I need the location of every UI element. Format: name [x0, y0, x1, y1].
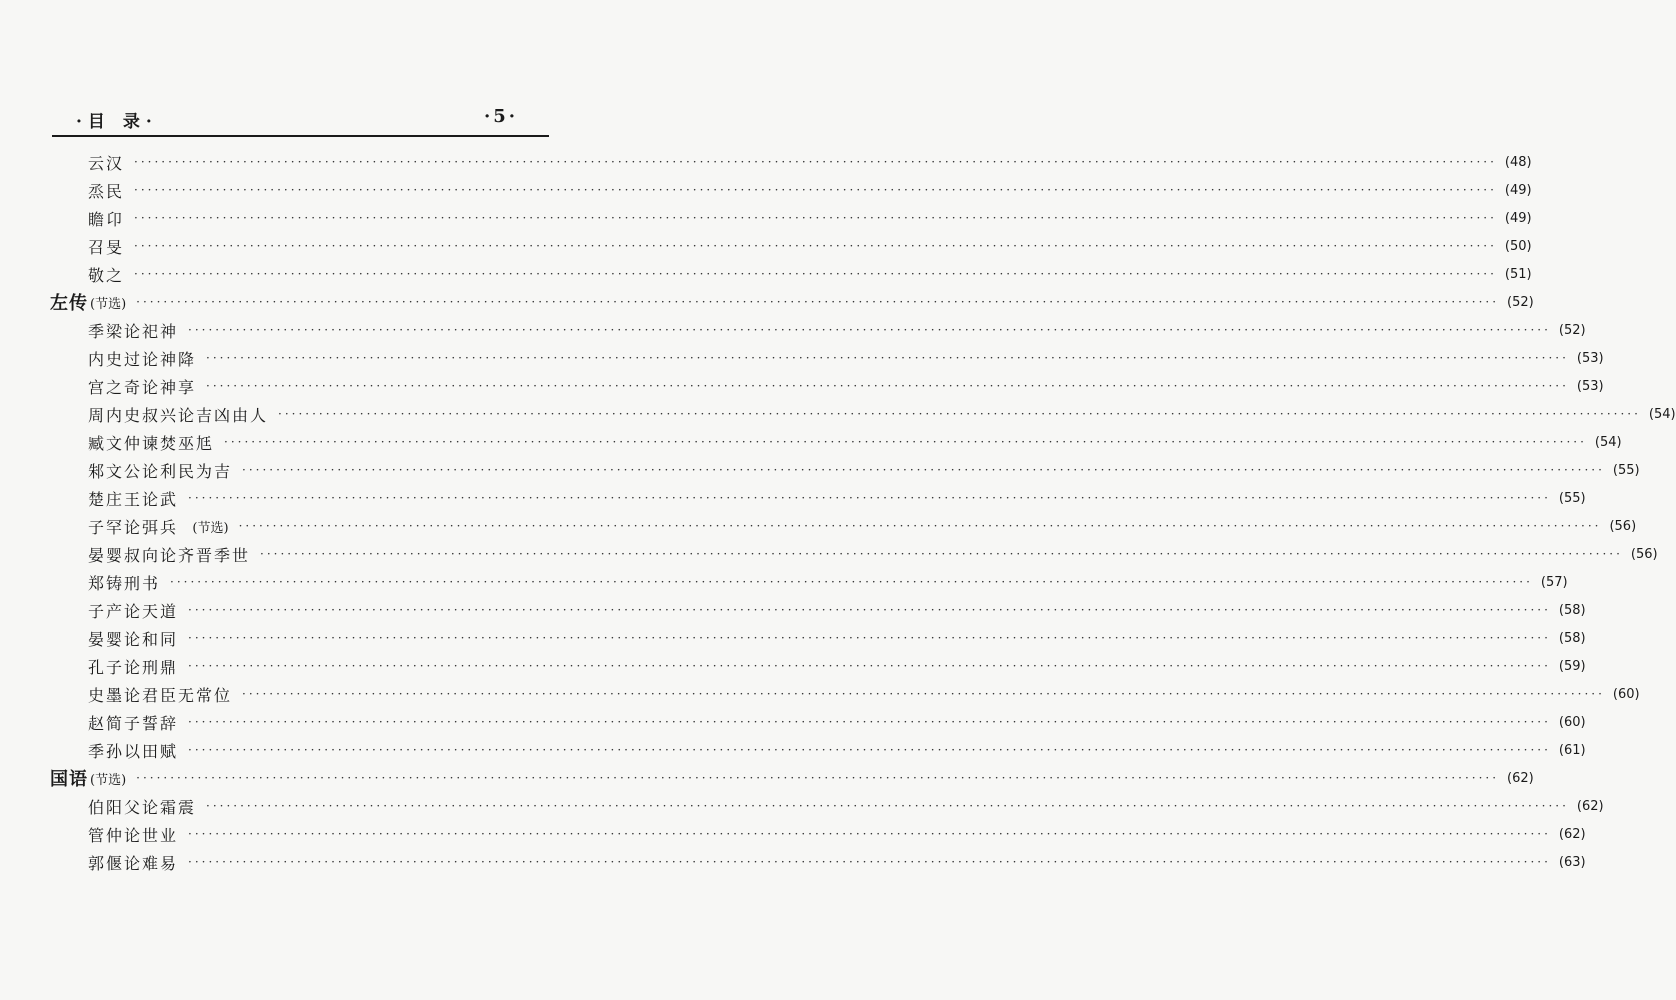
toc-page-number: (58) — [1558, 630, 1586, 646]
toc-page-number: (56) — [1609, 518, 1637, 534]
toc-entry-title: 孔子论刑鼎 — [88, 657, 179, 677]
toc-section-row — [0, 290, 1534, 314]
toc-section-title: 左传 — [50, 293, 88, 314]
toc-entry-row — [0, 598, 1586, 622]
toc-note: (节选) — [90, 772, 127, 788]
toc-entry-row — [0, 738, 1586, 762]
toc-entry-title: 烝民 — [88, 181, 125, 201]
dot-leader: ········································································································································································································ — [188, 491, 1551, 505]
toc-page-number: (49) — [1504, 182, 1532, 198]
toc-entry-row — [0, 626, 1586, 650]
toc-page-number: (54) — [1648, 406, 1676, 422]
toc-page-number: (60) — [1612, 686, 1640, 702]
toc-section-row — [0, 766, 1534, 790]
dot-leader: ········································································································································································································ — [260, 547, 1623, 561]
toc-section-title: 国语 — [50, 769, 88, 790]
toc-entry-title: 郑铸刑书 — [88, 573, 161, 593]
toc-entry-row — [0, 206, 1532, 230]
toc-entry-row — [0, 318, 1586, 342]
dot-leader: ········································································································································································································ — [188, 715, 1551, 729]
dot-leader: ········································································································································································································ — [136, 771, 1500, 785]
toc-entry-title: 臧文仲谏焚巫尪 — [88, 433, 215, 453]
toc-entry-row — [0, 262, 1532, 286]
toc-page-number: (56) — [1630, 546, 1658, 562]
toc-entry-row — [0, 682, 1640, 706]
dot-leader: ········································································································································································································ — [134, 155, 1497, 169]
toc-page-number: (62) — [1558, 826, 1586, 842]
toc-page-number: (62) — [1507, 770, 1534, 786]
toc-entry-title: 邾文公论利民为吉 — [88, 461, 233, 481]
toc-entry-row — [0, 822, 1586, 846]
toc-entry-row — [0, 514, 1637, 538]
dot-leader: ········································································································································································································ — [238, 519, 1602, 533]
dot-leader: ········································································································································································································ — [170, 575, 1533, 589]
toc-page-number: (48) — [1504, 154, 1532, 170]
dot-leader: ········································································································································································································ — [188, 659, 1551, 673]
toc-page-number: (49) — [1504, 210, 1532, 226]
toc-entry-title: 瞻卬 — [88, 209, 125, 229]
toc-page-number: (54) — [1594, 434, 1622, 450]
dot-leader: ········································································································································································································ — [206, 379, 1569, 393]
dot-leader: ········································································································································································································ — [188, 631, 1551, 645]
toc-entry-title: 内史过论神降 — [88, 349, 197, 369]
toc-page-number: (61) — [1558, 742, 1586, 758]
toc-page-number: (53) — [1576, 350, 1604, 366]
dot-leader: ········································································································································································································ — [224, 435, 1587, 449]
toc-entry-row — [0, 850, 1586, 874]
toc-entry-row — [0, 234, 1532, 258]
dot-leader: ········································································································································································································ — [134, 183, 1497, 197]
toc-entry-row — [0, 374, 1604, 398]
toc-entry-title: 周内史叔兴论吉凶由人 — [88, 405, 269, 425]
dot-leader: ········································································································································································································ — [206, 799, 1569, 813]
toc-page-number: (62) — [1576, 798, 1604, 814]
toc-entry-row — [0, 458, 1640, 482]
toc-entry-title: 郭偃论难易 — [88, 853, 179, 873]
toc-page-number: (58) — [1558, 602, 1586, 618]
toc-page-number: (53) — [1576, 378, 1604, 394]
toc-page-number: (55) — [1558, 490, 1586, 506]
toc-entry-row — [0, 570, 1568, 594]
toc-entry-row — [0, 402, 1676, 426]
toc-entry-title: 云汉 — [88, 153, 125, 173]
dot-leader: ········································································································································································································ — [278, 407, 1641, 421]
toc-entry-title: 伯阳父论霜震 — [88, 797, 197, 817]
dot-leader: ········································································································································································································ — [242, 687, 1605, 701]
toc-page-number: (51) — [1504, 266, 1532, 282]
toc-entry-title: 召旻 — [88, 237, 125, 257]
toc-entry-row — [0, 710, 1586, 734]
toc-entry-title: 季孙以田赋 — [88, 741, 179, 761]
toc-entry-title: 季梁论祀神 — [88, 321, 179, 341]
toc-page-number: (63) — [1558, 854, 1586, 870]
toc-page-number: (57) — [1540, 574, 1568, 590]
toc-entry-row — [0, 178, 1532, 202]
running-header — [52, 104, 548, 134]
dot-leader: ········································································································································································································ — [188, 323, 1551, 337]
toc-entry-title: 史墨论君臣无常位 — [88, 685, 233, 705]
toc-entry-row — [0, 486, 1586, 510]
dot-leader: ········································································································································································································ — [242, 463, 1605, 477]
toc-note: (节选) — [90, 296, 127, 312]
header-rule — [52, 135, 549, 137]
dot-leader: ········································································································································································································ — [188, 827, 1551, 841]
header-page-number: ·5· — [483, 106, 518, 127]
toc-page-number: (52) — [1507, 294, 1534, 310]
toc-entry-row — [0, 794, 1604, 818]
toc-entry-row — [0, 542, 1658, 566]
toc-entry-row — [0, 430, 1622, 454]
dot-leader: ········································································································································································································ — [188, 603, 1551, 617]
toc-page-number: (52) — [1558, 322, 1586, 338]
dot-leader: ········································································································································································································ — [134, 211, 1497, 225]
dot-leader: ········································································································································································································ — [188, 855, 1551, 869]
dot-leader: ········································································································································································································ — [206, 351, 1569, 365]
toc-entry-title: 楚庄王论武 — [88, 489, 179, 509]
dot-leader: ········································································································································································································ — [134, 239, 1497, 253]
header-title: ·目 录· — [76, 112, 158, 132]
toc-note: (节选) — [180, 520, 229, 536]
toc-entry-title: 晏婴论和同 — [88, 629, 179, 649]
dot-leader: ········································································································································································································ — [136, 295, 1500, 309]
toc-page-number: (60) — [1558, 714, 1586, 730]
toc-entry-title: 管仲论世业 — [88, 825, 179, 845]
toc-page-number: (55) — [1612, 462, 1640, 478]
toc-entry-row — [0, 150, 1532, 174]
toc-page-number: (59) — [1558, 658, 1586, 674]
toc-page-number: (50) — [1504, 238, 1532, 254]
toc-entry-row — [0, 654, 1586, 678]
dot-leader: ········································································································································································································ — [134, 267, 1497, 281]
toc-entry-title: 敬之 — [88, 265, 125, 285]
toc-entry-title: 子罕论弭兵 — [88, 517, 179, 537]
toc-entry-title: 子产论天道 — [88, 601, 179, 621]
toc-entry-title: 宫之奇论神享 — [88, 377, 197, 397]
toc-entry-title: 赵简子誓辞 — [88, 713, 179, 733]
dot-leader: ········································································································································································································ — [188, 743, 1551, 757]
toc-entry-row — [0, 346, 1604, 370]
toc-entry-title: 晏婴叔向论齐晋季世 — [88, 545, 251, 565]
